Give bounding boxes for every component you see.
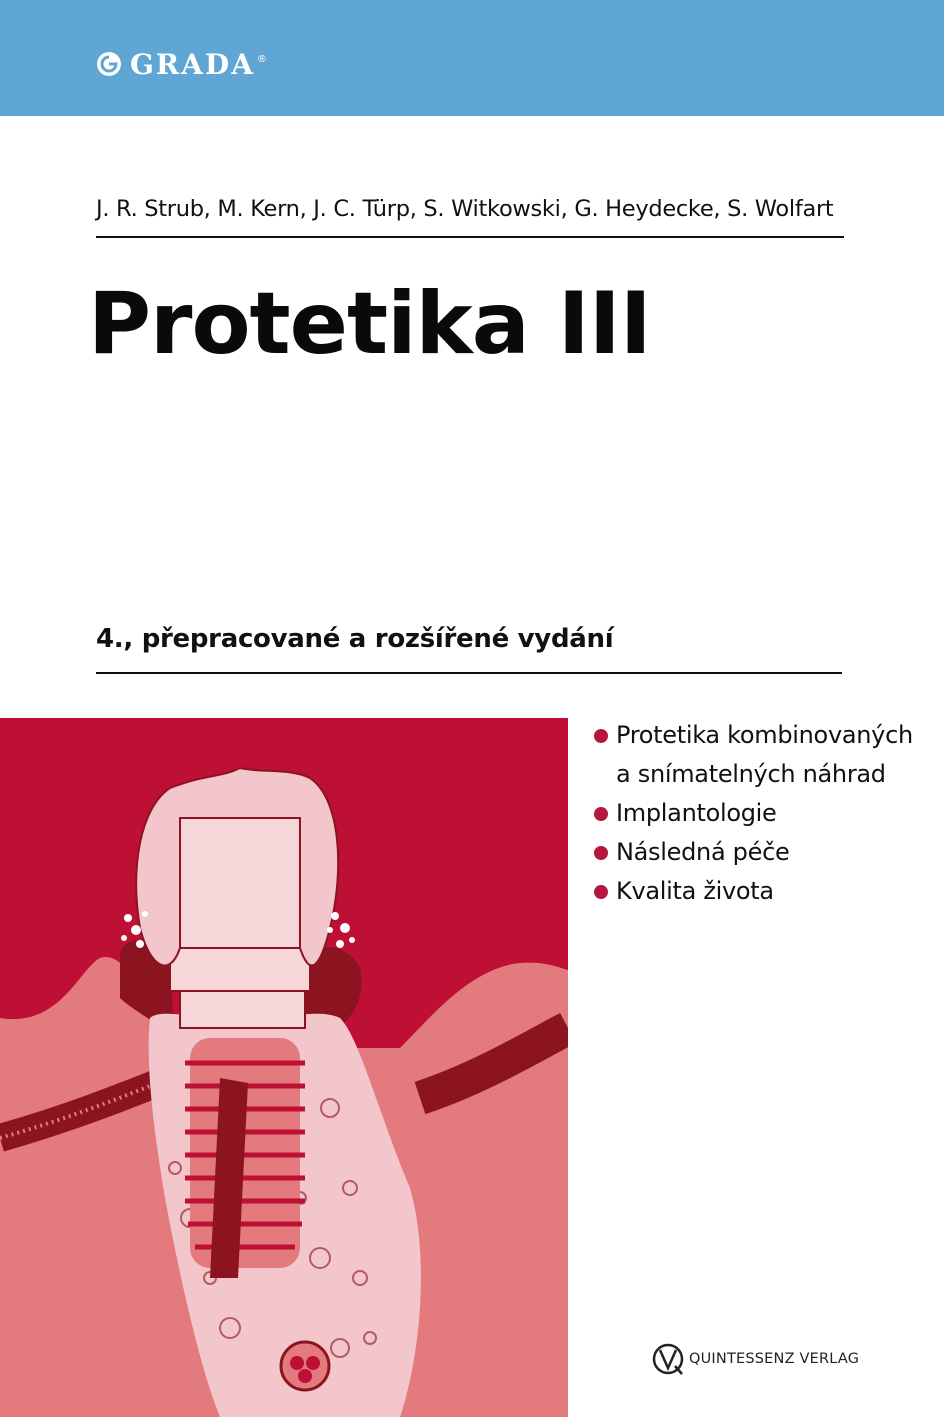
publisher-logo xyxy=(96,46,267,82)
topic-text: Protetika kombinovaných xyxy=(616,721,913,749)
grada-logo-icon xyxy=(96,51,122,77)
topic-item xyxy=(594,833,939,872)
edition-label: 4., přepracované a rozšířené vydání xyxy=(96,624,614,654)
registered-mark: ® xyxy=(256,54,267,65)
topic-text: Následná péče xyxy=(616,838,790,866)
topic-list xyxy=(594,716,939,911)
co-publisher-name: QUINTESSENZ VERLAG xyxy=(689,1351,860,1367)
quintessenz-logo-icon xyxy=(651,1342,685,1376)
dental-implant-illustration xyxy=(0,718,568,1417)
topic-text: a snímatelných náhrad xyxy=(616,760,886,788)
bullet-icon xyxy=(594,729,608,743)
topic-text: Kvalita života xyxy=(616,877,774,905)
topic-text: Implantologie xyxy=(616,799,777,827)
publisher-logo-text: GRADA xyxy=(130,47,255,81)
authors: J. R. Strub, M. Kern, J. C. Türp, S. Witkowski, G. Heydecke, S. Wolfart xyxy=(96,196,834,222)
bullet-icon xyxy=(594,885,608,899)
book-title: Protetika III xyxy=(88,274,651,374)
edition-divider xyxy=(96,672,842,674)
topic-item xyxy=(594,872,939,911)
topic-item xyxy=(594,794,939,833)
topic-item-continued xyxy=(594,755,939,794)
authors-divider xyxy=(96,236,844,238)
bullet-icon xyxy=(594,846,608,860)
bullet-icon xyxy=(594,807,608,821)
topic-item xyxy=(594,716,939,755)
co-publisher-logo xyxy=(651,1342,859,1376)
